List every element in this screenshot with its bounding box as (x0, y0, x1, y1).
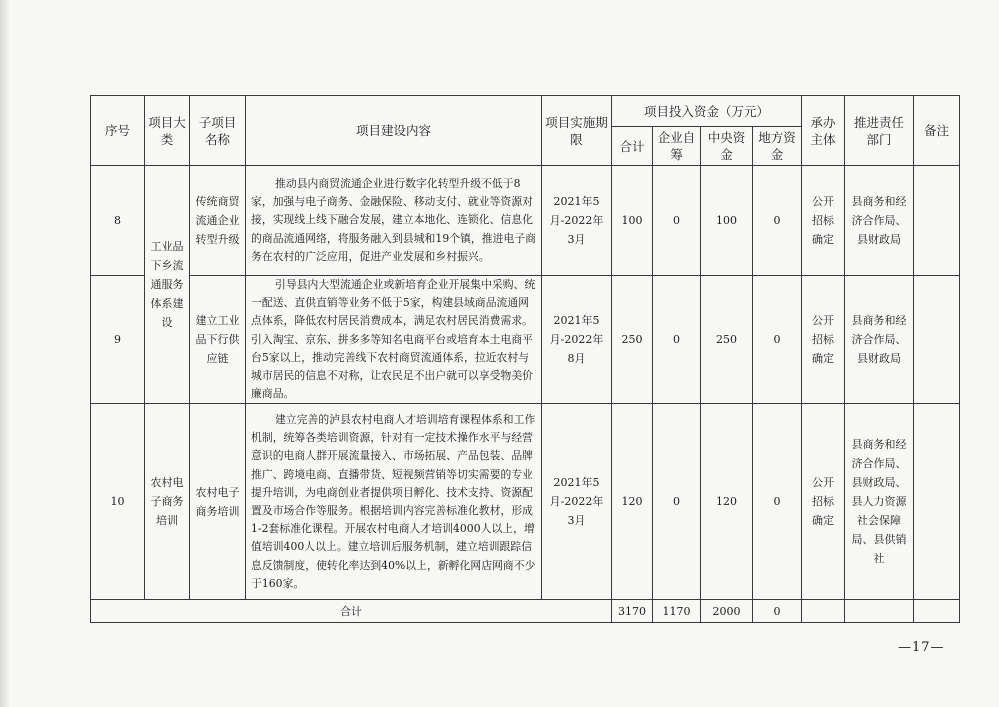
host-text: 公开招标确定 (812, 314, 835, 366)
row-sub (190, 276, 246, 404)
header-sub (190, 96, 246, 166)
row-enterprise: 0 (653, 276, 701, 404)
content-text: 推动县内商贸流通企业进行数字化转型升级不低于8家，加强与电子商务、金融保险、移动支付、就业等资源对接，实现线上线下融合发展，建立本地化、连锁化、信息化的商品流通网络，将服务融入到县城和19个镇，推进电子商务在农村的广泛应用，促进产业发展和乡村振兴。 (251, 176, 537, 263)
row-host (802, 166, 845, 276)
footer-total: 3170 (612, 600, 653, 623)
table-row (91, 404, 960, 600)
row-local: 0 (753, 166, 802, 276)
header-enterprise: 企业自筹 (653, 127, 701, 166)
header-host (802, 96, 845, 166)
row-category (145, 404, 190, 600)
footer-dept (845, 600, 914, 623)
header-remark: 备注 (914, 96, 960, 166)
row-enterprise: 0 (653, 404, 701, 600)
header-sub-text: 子项目名称 (198, 114, 237, 147)
sub-text: 农村电子商务培训 (195, 485, 240, 518)
host-text: 公开招标确定 (812, 476, 835, 528)
header-dept-text: 推进责任部门 (854, 114, 905, 147)
row-period (542, 166, 612, 276)
row-dept (845, 276, 914, 404)
row-seq: 10 (91, 404, 145, 600)
row-dept (845, 404, 914, 600)
row-host (802, 404, 845, 600)
row-central: 250 (701, 276, 753, 404)
header-row-1 (91, 96, 960, 127)
dept-text: 县商务和经济合作局、县财政局 (851, 314, 907, 366)
row-central: 100 (701, 166, 753, 276)
table-row (91, 166, 960, 276)
category-text: 工业品下乡流通服务体系建设 (150, 240, 184, 330)
row-content (246, 276, 542, 404)
row-dept (845, 166, 914, 276)
row-seq: 9 (91, 276, 145, 404)
row-period (542, 276, 612, 404)
content-text: 建立完善的泸县农村电商人才培训培育课程体系和工作机制，统筹各类培训资源，针对有一定技术操作水平与经营意识的电商人群开展流量接入、市场拓展、产品包装、品牌推广、跨境电商、直播带货、短视频营销等切实需要的专业提升培训，为电商创业者提供项目孵化、技术支持、资源配置及市场合作等服务。根据培训内容完善标准化教材，形成1-2套标准化课程。开展农村电商人才培训4000人以上，增值培训400人以上。建立培训后服务机制，建立培训跟踪信息反馈制度，使转化率达到40%以上，新孵化网店网商不少于160家。 (251, 412, 536, 590)
footer-enterprise: 1170 (653, 600, 701, 623)
header-investment: 项目投入资金（万元） (612, 96, 802, 127)
row-content (246, 166, 542, 276)
row-content (246, 404, 542, 600)
dept-text: 县商务和经济合作局、县财政局、县人力资源社会保障局、县供销社 (851, 438, 907, 566)
dept-text: 县商务和经济合作局、县财政局 (851, 195, 907, 246)
sub-text: 传统商贸流通企业转型升级 (195, 195, 240, 246)
row-remark (914, 276, 960, 404)
row-total: 250 (612, 276, 653, 404)
row-enterprise: 0 (653, 166, 701, 276)
footer-central: 2000 (701, 600, 753, 623)
project-table (90, 95, 960, 623)
header-category-text: 项目大类 (148, 114, 186, 147)
header-total: 合计 (612, 127, 653, 166)
footer-row (91, 600, 960, 623)
category-text: 农村电子商务培训 (150, 476, 184, 528)
header-dept (845, 96, 914, 166)
header-period (542, 96, 612, 166)
footer-local: 0 (753, 600, 802, 623)
table-row (91, 276, 960, 404)
row-remark (914, 166, 960, 276)
header-host-text: 承办主体 (810, 114, 836, 147)
header-central: 中央资金 (701, 127, 753, 166)
footer-remark (914, 600, 960, 623)
row-total: 120 (612, 404, 653, 600)
row-sub (190, 404, 246, 600)
period-text: 2021年5月-2022年3月 (549, 195, 604, 246)
row-local: 0 (753, 404, 802, 600)
period-text: 2021年5月-2022年3月 (549, 476, 604, 528)
row-total: 100 (612, 166, 653, 276)
header-seq: 序号 (91, 96, 145, 166)
row-category (145, 166, 190, 404)
sub-text: 建立工业品下行供应链 (195, 314, 240, 366)
row-sub (190, 166, 246, 276)
row-remark (914, 404, 960, 600)
header-local: 地方资金 (753, 127, 802, 166)
header-category (145, 96, 190, 166)
host-text: 公开招标确定 (812, 195, 835, 246)
page-number: —17— (898, 640, 945, 655)
row-local: 0 (753, 276, 802, 404)
footer-label: 合计 (91, 600, 612, 623)
row-period (542, 404, 612, 600)
period-text: 2021年5月-2022年8月 (549, 314, 604, 366)
row-central: 120 (701, 404, 753, 600)
page-edge-shadow (0, 0, 9, 707)
content-text: 引导县内大型流通企业或新培育企业开展集中采购、统一配送、直供直销等业务不低于5家，构建县域商品流通网点体系，降低农村居民消费成本，满足农村居民消费需求。引入淘宝、京东、拼多多等知名电商平台或培育本土电商平台5家以上，推动完善线下农村商贸流通体系，拉近农村与城市居民的信息不对称，让农民足不出户就可以享受物美价廉商品。 (251, 278, 536, 401)
row-host (802, 276, 845, 404)
header-content: 项目建设内容 (246, 96, 542, 166)
footer-host (802, 600, 845, 623)
header-period-text: 项目实施期限 (545, 114, 608, 147)
row-seq: 8 (91, 166, 145, 276)
